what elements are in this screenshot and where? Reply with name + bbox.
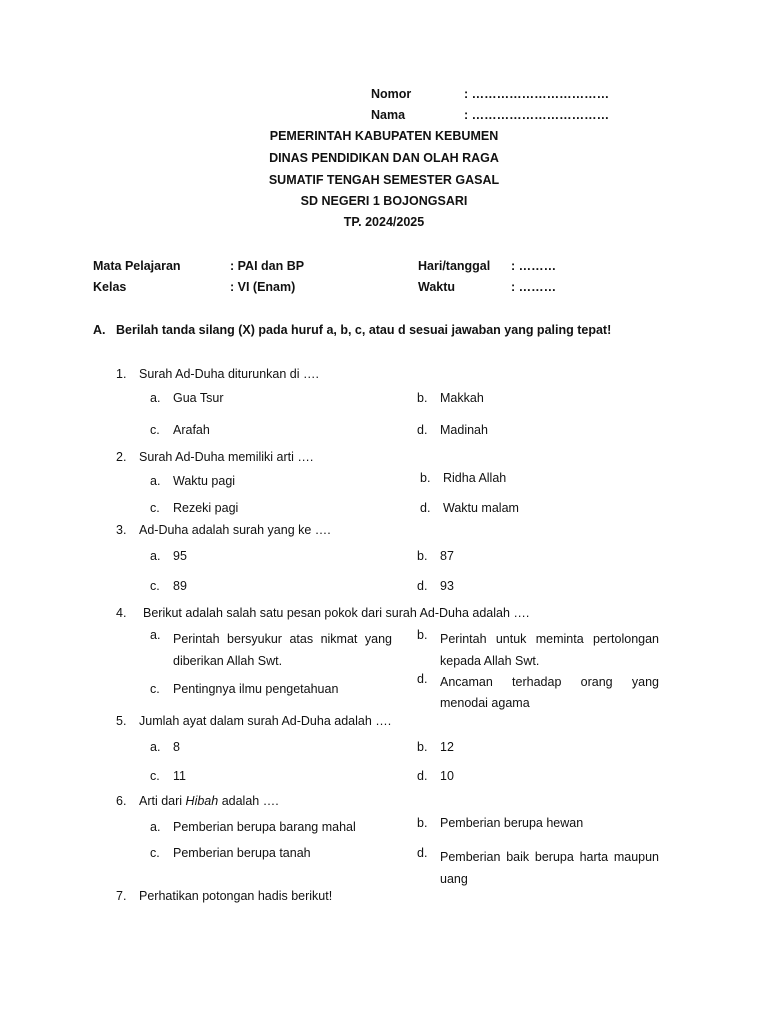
option-a: Waktu pagi xyxy=(173,474,236,488)
nama-label: Nama xyxy=(371,108,406,122)
question-text: Jumlah ayat dalam surah Ad-Duha adalah …. xyxy=(139,714,392,728)
option-letter: a. xyxy=(150,549,161,563)
option-d: Pemberian baik berupa harta maupun uang xyxy=(440,850,659,886)
option-d: Ancaman terhadap orang yang menodai agama xyxy=(440,675,659,710)
mapel-label: Mata Pelajaran xyxy=(93,259,181,273)
option-letter: c. xyxy=(150,682,160,696)
question-text-emphasis: Hibah xyxy=(185,794,219,808)
option-letter: b. xyxy=(417,549,428,563)
option-letter: d. xyxy=(417,769,428,783)
option-a: Pemberian berupa barang mahal xyxy=(173,820,356,834)
question-text: Perhatikan potongan hadis berikut! xyxy=(139,889,333,903)
title-line-1: PEMERINTAH KABUPATEN KEBUMEN xyxy=(269,129,499,143)
question-number: 6. xyxy=(116,794,127,808)
option-letter: d. xyxy=(417,846,428,860)
nama-value: : …………………………… xyxy=(464,108,610,122)
section-letter: A. xyxy=(93,323,106,337)
option-letter: a. xyxy=(150,391,161,405)
option-letter: a. xyxy=(150,820,161,834)
title-line-3: SUMATIF TENGAH SEMESTER GASAL xyxy=(268,173,500,187)
question-number: 3. xyxy=(116,523,127,537)
option-a: Perintah bersyukur atas nikmat yang diberikan Allah Swt. xyxy=(173,632,392,668)
question-number: 5. xyxy=(116,714,127,728)
option-letter: b. xyxy=(417,391,428,405)
option-letter: c. xyxy=(150,501,160,515)
kelas-label: Kelas xyxy=(93,280,127,294)
option-b: Perintah untuk meminta pertolongan kepada Allah Swt. xyxy=(440,632,659,668)
option-letter: c. xyxy=(150,846,160,860)
option-c: Pemberian berupa tanah xyxy=(173,846,311,860)
option-a: Gua Tsur xyxy=(173,391,224,405)
option-letter: b. xyxy=(417,740,428,754)
option-c: 89 xyxy=(173,579,187,593)
option-d: Madinah xyxy=(440,423,488,437)
question-number: 2. xyxy=(116,450,127,464)
question-text: Surah Ad-Duha diturunkan di …. xyxy=(139,367,319,381)
option-b: Pemberian berupa hewan xyxy=(440,816,584,830)
option-letter: d. xyxy=(417,423,428,437)
option-d: Waktu malam xyxy=(443,501,519,515)
waktu-label: Waktu xyxy=(418,280,456,294)
option-letter: d. xyxy=(420,501,431,515)
option-b: Makkah xyxy=(440,391,484,405)
option-c: Rezeki pagi xyxy=(173,501,239,515)
option-letter: c. xyxy=(150,769,160,783)
section-instruction: Berilah tanda silang (X) pada huruf a, b, c, atau d sesuai jawaban yang paling tepat! xyxy=(116,323,612,337)
question-number: 7. xyxy=(116,889,127,903)
option-c: Arafah xyxy=(173,423,210,437)
title-line-5: TP. 2024/2025 xyxy=(343,215,425,229)
nomor-label: Nomor xyxy=(371,87,412,101)
option-letter: a. xyxy=(150,628,161,642)
option-d: 93 xyxy=(440,579,454,593)
question-text xyxy=(139,794,279,808)
waktu-value: : ……… xyxy=(511,280,557,294)
kelas-value: : VI (Enam) xyxy=(230,280,296,294)
question-text: Ad-Duha adalah surah yang ke …. xyxy=(139,523,331,537)
option-b: 12 xyxy=(440,740,454,754)
option-a: 8 xyxy=(173,740,180,754)
option-b: 87 xyxy=(440,549,454,563)
option-letter: b. xyxy=(417,816,428,830)
option-d: 10 xyxy=(440,769,454,783)
option-letter: d. xyxy=(417,672,428,686)
option-c: Pentingnya ilmu pengetahuan xyxy=(173,682,339,696)
question-text: Berikut adalah salah satu pesan pokok dari surah Ad-Duha adalah …. xyxy=(143,606,530,620)
option-b: Ridha Allah xyxy=(443,471,507,485)
option-letter: a. xyxy=(150,740,161,754)
title-line-2: DINAS PENDIDIKAN DAN OLAH RAGA xyxy=(269,151,499,165)
hari-value: : ……… xyxy=(511,259,557,273)
mapel-value: : PAI dan BP xyxy=(230,259,305,273)
nomor-value: : …………………………… xyxy=(464,87,610,101)
option-c: 11 xyxy=(173,769,186,783)
title-line-4: SD NEGERI 1 BOJONGSARI xyxy=(300,194,468,208)
option-letter: c. xyxy=(150,423,160,437)
option-a: 95 xyxy=(173,549,187,563)
question-text: Surah Ad-Duha memiliki arti …. xyxy=(139,450,314,464)
option-letter: a. xyxy=(150,474,161,488)
question-text-pre: Arti dari xyxy=(139,794,186,808)
question-text-post: adalah …. xyxy=(218,794,279,808)
question-number: 4. xyxy=(116,606,127,620)
option-letter: c. xyxy=(150,579,160,593)
option-letter: d. xyxy=(417,579,428,593)
option-letter: b. xyxy=(420,471,431,485)
question-number: 1. xyxy=(116,367,127,381)
option-letter: b. xyxy=(417,628,428,642)
hari-label: Hari/tanggal xyxy=(418,259,491,273)
